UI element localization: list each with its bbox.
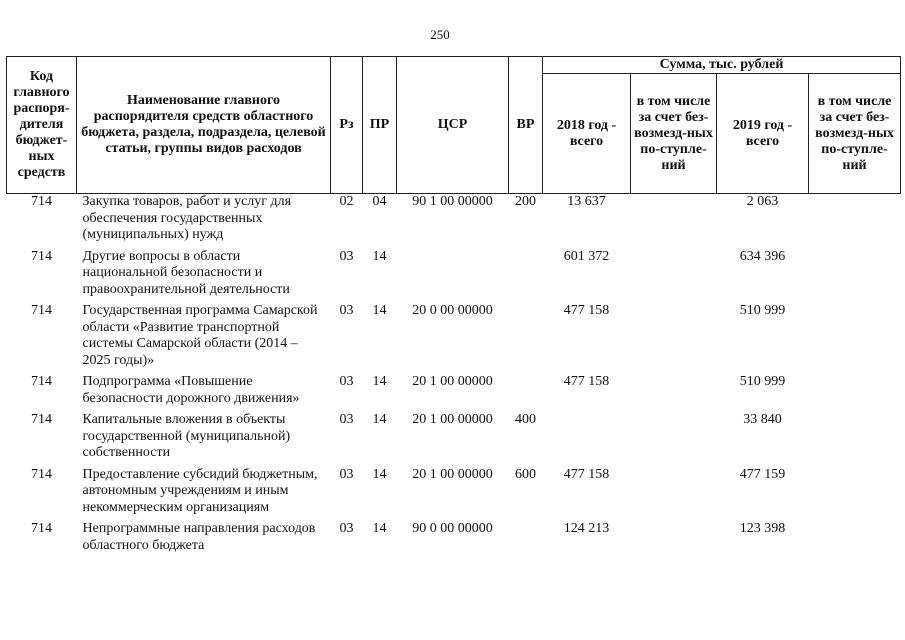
row-2019-free xyxy=(809,303,901,374)
row-2018-total: 477 158 xyxy=(563,303,610,318)
row-name: Непрограммные направления расходов областного бюджета xyxy=(82,521,316,553)
row-2018-total: 124 213 xyxy=(563,521,610,536)
row-name: Подпрограмма «Повышение безопасности дорожного движения» xyxy=(82,374,300,406)
row-code: 714 xyxy=(31,374,52,389)
row-2018-free xyxy=(631,303,717,374)
row-vr: 200 xyxy=(515,194,536,209)
header-2018-total: 2018 год - всего xyxy=(543,74,631,194)
row-pr: 14 xyxy=(372,521,387,536)
page-number: 250 xyxy=(430,27,450,42)
row-name: Капитальные вложения в объекты государственной (муниципальной) собственности xyxy=(82,412,291,460)
table-body xyxy=(7,194,901,560)
row-code: 714 xyxy=(31,248,52,264)
row-rz: 03 xyxy=(339,521,354,536)
row-2018-free xyxy=(631,249,717,304)
row-name: Государственная программа Самарской области «Развитие транспортной системы Самарской области (2014 – 2025 годы)» xyxy=(82,303,318,368)
row-rz: 03 xyxy=(339,303,354,318)
row-code: 714 xyxy=(31,412,52,427)
row-pr: 14 xyxy=(372,374,387,389)
row-rz: 03 xyxy=(339,374,354,389)
header-2019-free: в том числе за счет без-возмезд-ных по-ступле-ний xyxy=(809,74,901,194)
row-pr: 14 xyxy=(372,466,387,482)
row-code: 714 xyxy=(31,521,52,536)
row-code: 714 xyxy=(31,194,52,209)
row-2019-total: 634 396 xyxy=(739,248,786,264)
row-2018-free xyxy=(631,374,717,412)
row-rz: 03 xyxy=(339,248,354,264)
row-csr: 90 1 00 00000 xyxy=(412,194,493,209)
row-csr: 20 0 00 00000 xyxy=(412,303,493,318)
row-csr: 90 0 00 00000 xyxy=(412,521,493,536)
table-row xyxy=(7,303,901,374)
row-csr: 20 1 00 00000 xyxy=(412,466,493,482)
budget-table xyxy=(6,56,901,559)
row-vr xyxy=(509,249,543,304)
row-vr xyxy=(509,374,543,412)
row-pr: 14 xyxy=(372,248,387,264)
row-pr: 14 xyxy=(372,412,387,427)
header-name: Наименование главного распорядителя средств областного бюджета, раздела, подраздела, целевой статьи, группы видов расходов xyxy=(77,57,331,194)
header-vr: ВР xyxy=(509,57,543,194)
header-rz: Рз xyxy=(331,57,363,194)
row-2019-total: 510 999 xyxy=(739,303,786,318)
header-csr: ЦСР xyxy=(397,57,509,194)
row-csr xyxy=(397,249,509,304)
row-2019-total: 477 159 xyxy=(739,466,786,482)
row-code: 714 xyxy=(31,303,52,318)
table-row xyxy=(7,249,901,304)
row-pr: 04 xyxy=(372,194,387,209)
row-csr: 20 1 00 00000 xyxy=(412,412,493,427)
row-2018-free xyxy=(631,521,717,559)
row-2018-free xyxy=(631,467,717,522)
table-row xyxy=(7,467,901,522)
row-2019-free xyxy=(809,374,901,412)
row-csr: 20 1 00 00000 xyxy=(412,374,493,389)
row-vr: 600 xyxy=(515,466,536,482)
row-2019-free xyxy=(809,521,901,559)
row-2019-free xyxy=(809,249,901,304)
header-pr: ПР xyxy=(363,57,397,194)
row-2018-total: 601 372 xyxy=(563,248,610,264)
row-name: Закупка товаров, работ и услуг для обеспечения государственных (муниципальных) нужд xyxy=(82,194,292,242)
table-row xyxy=(7,374,901,412)
row-2019-free xyxy=(809,412,901,467)
row-2019-free xyxy=(809,467,901,522)
row-vr: 400 xyxy=(515,412,536,427)
table-row xyxy=(7,521,901,559)
row-2019-free xyxy=(809,194,901,249)
row-2018-free xyxy=(631,412,717,467)
row-name: Предоставление субсидий бюджетным, автономным учреждениям и иным некоммерческим организациям xyxy=(82,466,318,515)
header-sum: Сумма, тыс. рублей xyxy=(543,57,901,74)
row-name: Другие вопросы в области национальной безопасности и правоохранительной деятельности xyxy=(82,248,290,297)
row-2018-total: 477 158 xyxy=(563,374,610,389)
row-code: 714 xyxy=(31,466,52,482)
row-rz: 03 xyxy=(339,412,354,427)
row-pr: 14 xyxy=(372,303,387,318)
row-2018-total: 477 158 xyxy=(563,466,610,482)
row-2018-total: 13 637 xyxy=(567,194,606,209)
row-2018-free xyxy=(631,194,717,249)
row-2019-total: 2 063 xyxy=(746,194,779,209)
row-vr xyxy=(509,303,543,374)
row-rz: 03 xyxy=(339,466,354,482)
row-2019-total: 33 840 xyxy=(743,412,782,427)
table-header xyxy=(7,57,901,194)
header-2018-free: в том числе за счет без-возмезд-ных по-ступле-ний xyxy=(631,74,717,194)
row-2018-total xyxy=(543,412,631,467)
header-2019-total: 2019 год - всего xyxy=(717,74,809,194)
row-vr xyxy=(509,521,543,559)
row-2019-total: 510 999 xyxy=(739,374,786,389)
row-rz: 02 xyxy=(339,194,354,209)
row-2019-total: 123 398 xyxy=(739,521,786,536)
table-row xyxy=(7,194,901,249)
table-row xyxy=(7,412,901,467)
header-code: Код главного распоря-дителя бюджет-ных средств xyxy=(7,57,77,194)
